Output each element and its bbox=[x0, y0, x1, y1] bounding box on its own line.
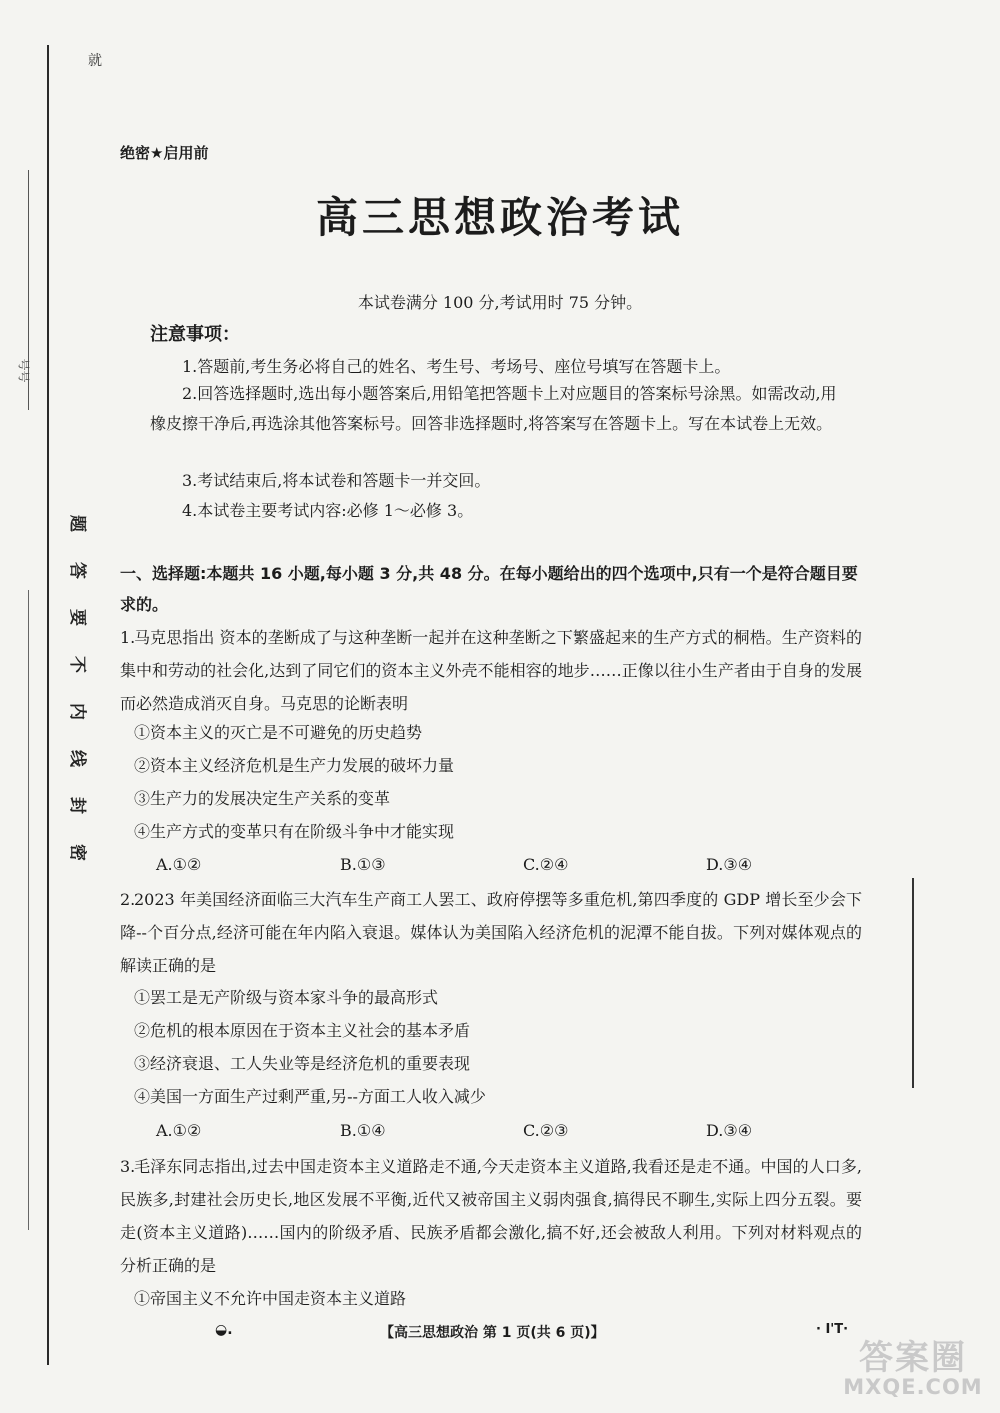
question-text: 2023 年美国经济面临三大汽车生产商工人罢工、政府停摆等多重危机,第四季度的 GDP 增长至少会下降--个百分点,经济可能在年内陷入衰退。媒体认为美国陷入经济危机的泥潭不能自拔。下列对媒体观点的解读正确的是 bbox=[120, 890, 862, 975]
seal-line-notice bbox=[50, 500, 86, 876]
question-1-statement: ③生产力的发展决定生产关系的变革 bbox=[134, 789, 391, 808]
note-item: 4.本试卷主要考试内容:必修 1～必修 3。 bbox=[182, 501, 474, 520]
question-2-statement: ②危机的根本原因在于资本主义社会的基本矛盾 bbox=[134, 1021, 471, 1040]
seal-char: 不 bbox=[66, 656, 87, 673]
question-2-statement: ③经济衰退、工人失业等是经济危机的重要表现 bbox=[134, 1054, 471, 1073]
question-2-choice-d[interactable]: D.③④ bbox=[706, 1121, 753, 1140]
seal-char: 内 bbox=[66, 703, 87, 720]
question-number: 1. bbox=[120, 628, 136, 647]
exam-info: 本试卷满分 100 分,考试用时 75 分钟。 bbox=[357, 293, 643, 312]
question-1-choice-a[interactable]: A.①② bbox=[156, 855, 202, 874]
seal-char: 线 bbox=[66, 750, 87, 767]
notes-heading: 注意事项： bbox=[150, 324, 240, 345]
field-rule-lower bbox=[28, 590, 29, 1230]
question-text: 马克思指出 资本的垄断成了与这种垄断一起并在这种垄断之下繁盛起来的生产方式的桐梏。生产资料的集中和劳动的社会化,达到了同它们的资本主义外壳不能相容的地步……正像以往小生产者由于自身的发展而必然造成消灭自身。马克思的论断表明 bbox=[120, 628, 862, 713]
question-3-stem bbox=[120, 1150, 862, 1282]
note-item: 2.回答选择题时,选出每小题答案后,用铅笔把答题卡上对应题目的答案标号涂黑。如需改动,用橡皮擦干净后,再选涂其他答案标号。回答非选择题时,将答案写在答题卡上。写在本试卷上无效。 bbox=[150, 384, 837, 433]
seal-char: 封 bbox=[66, 797, 87, 814]
exam-title: 高三思想政治考试 bbox=[315, 193, 684, 242]
question-3-statement: ①帝国主义不允许中国走资本主义道路 bbox=[134, 1289, 407, 1308]
footer-left-mark: ◒. bbox=[215, 1322, 233, 1338]
question-2-choice-c[interactable]: C.②③ bbox=[523, 1121, 569, 1140]
confidentiality-label: 绝密★启用前 bbox=[120, 144, 209, 162]
question-2-statement: ④美国一方面生产过剩严重,另--方面工人收入减少 bbox=[134, 1087, 486, 1106]
question-text: 毛泽东同志指出,过去中国走资本主义道路走不通,今天走资本主义道路,我看还是走不通。中国的人口多,民族多,封建社会历史长,地区发展不平衡,近代又被帝国主义弱肉强食,搞得民不聊生,实际上四分五裂。要走(资本主义道路)……国内的阶级矛盾、民族矛盾都会激化,搞不好,还会被敌人利用。下列对材料观点的分析正确的是 bbox=[120, 1157, 862, 1275]
question-2-choice-b[interactable]: B.①④ bbox=[340, 1121, 386, 1140]
section-heading: 一、选择题:本题共 16 小题,每小题 3 分,共 48 分。在每小题给出的四个选项中,只有一个是符合题目要求的。 bbox=[120, 564, 858, 614]
question-1-statement: ②资本主义经济危机是生产力发展的破坏力量 bbox=[134, 756, 455, 775]
footer-page-info: 【高三思想政治 第 1 页(共 6 页)】 bbox=[380, 1325, 605, 1341]
seal-char: 密 bbox=[66, 844, 87, 861]
margin-scribble: 号号 bbox=[16, 358, 31, 383]
site-watermark bbox=[838, 1330, 988, 1399]
question-2-choice-a[interactable]: A.①② bbox=[156, 1121, 202, 1140]
question-2-statement: ①罢工是无产阶级与资本家斗争的最高形式 bbox=[134, 988, 439, 1007]
question-1-choice-d[interactable]: D.③④ bbox=[706, 855, 753, 874]
note-item: 3.考试结束后,将本试卷和答题卡一并交回。 bbox=[182, 471, 491, 490]
footer-right-mark: · I'T· bbox=[816, 1322, 849, 1337]
question-1-stem bbox=[120, 621, 862, 720]
seal-char: 要 bbox=[66, 609, 87, 626]
question-2-stem bbox=[120, 883, 862, 982]
note-item: 1.答题前,考生务必将自己的姓名、考生号、考场号、座位号填写在答题卡上。 bbox=[182, 357, 731, 376]
right-margin-rule bbox=[912, 878, 914, 1088]
question-1-choice-c[interactable]: C.②④ bbox=[523, 855, 569, 874]
question-number: 3. bbox=[120, 1157, 136, 1176]
watermark-url: MXQE.COM bbox=[843, 1375, 983, 1399]
seal-char: 题 bbox=[66, 515, 87, 532]
question-1-statement: ④生产方式的变革只有在阶级斗争中才能实现 bbox=[134, 822, 455, 841]
question-number: 2. bbox=[120, 890, 136, 909]
watermark-logo-text: 答案圈 bbox=[859, 1338, 967, 1378]
question-1-statement: ①资本主义的灭亡是不可避免的历史趋势 bbox=[134, 723, 423, 742]
corner-mark: 就 bbox=[88, 53, 102, 69]
seal-char: 答 bbox=[66, 562, 87, 579]
question-1-choice-b[interactable]: B.①③ bbox=[340, 855, 386, 874]
